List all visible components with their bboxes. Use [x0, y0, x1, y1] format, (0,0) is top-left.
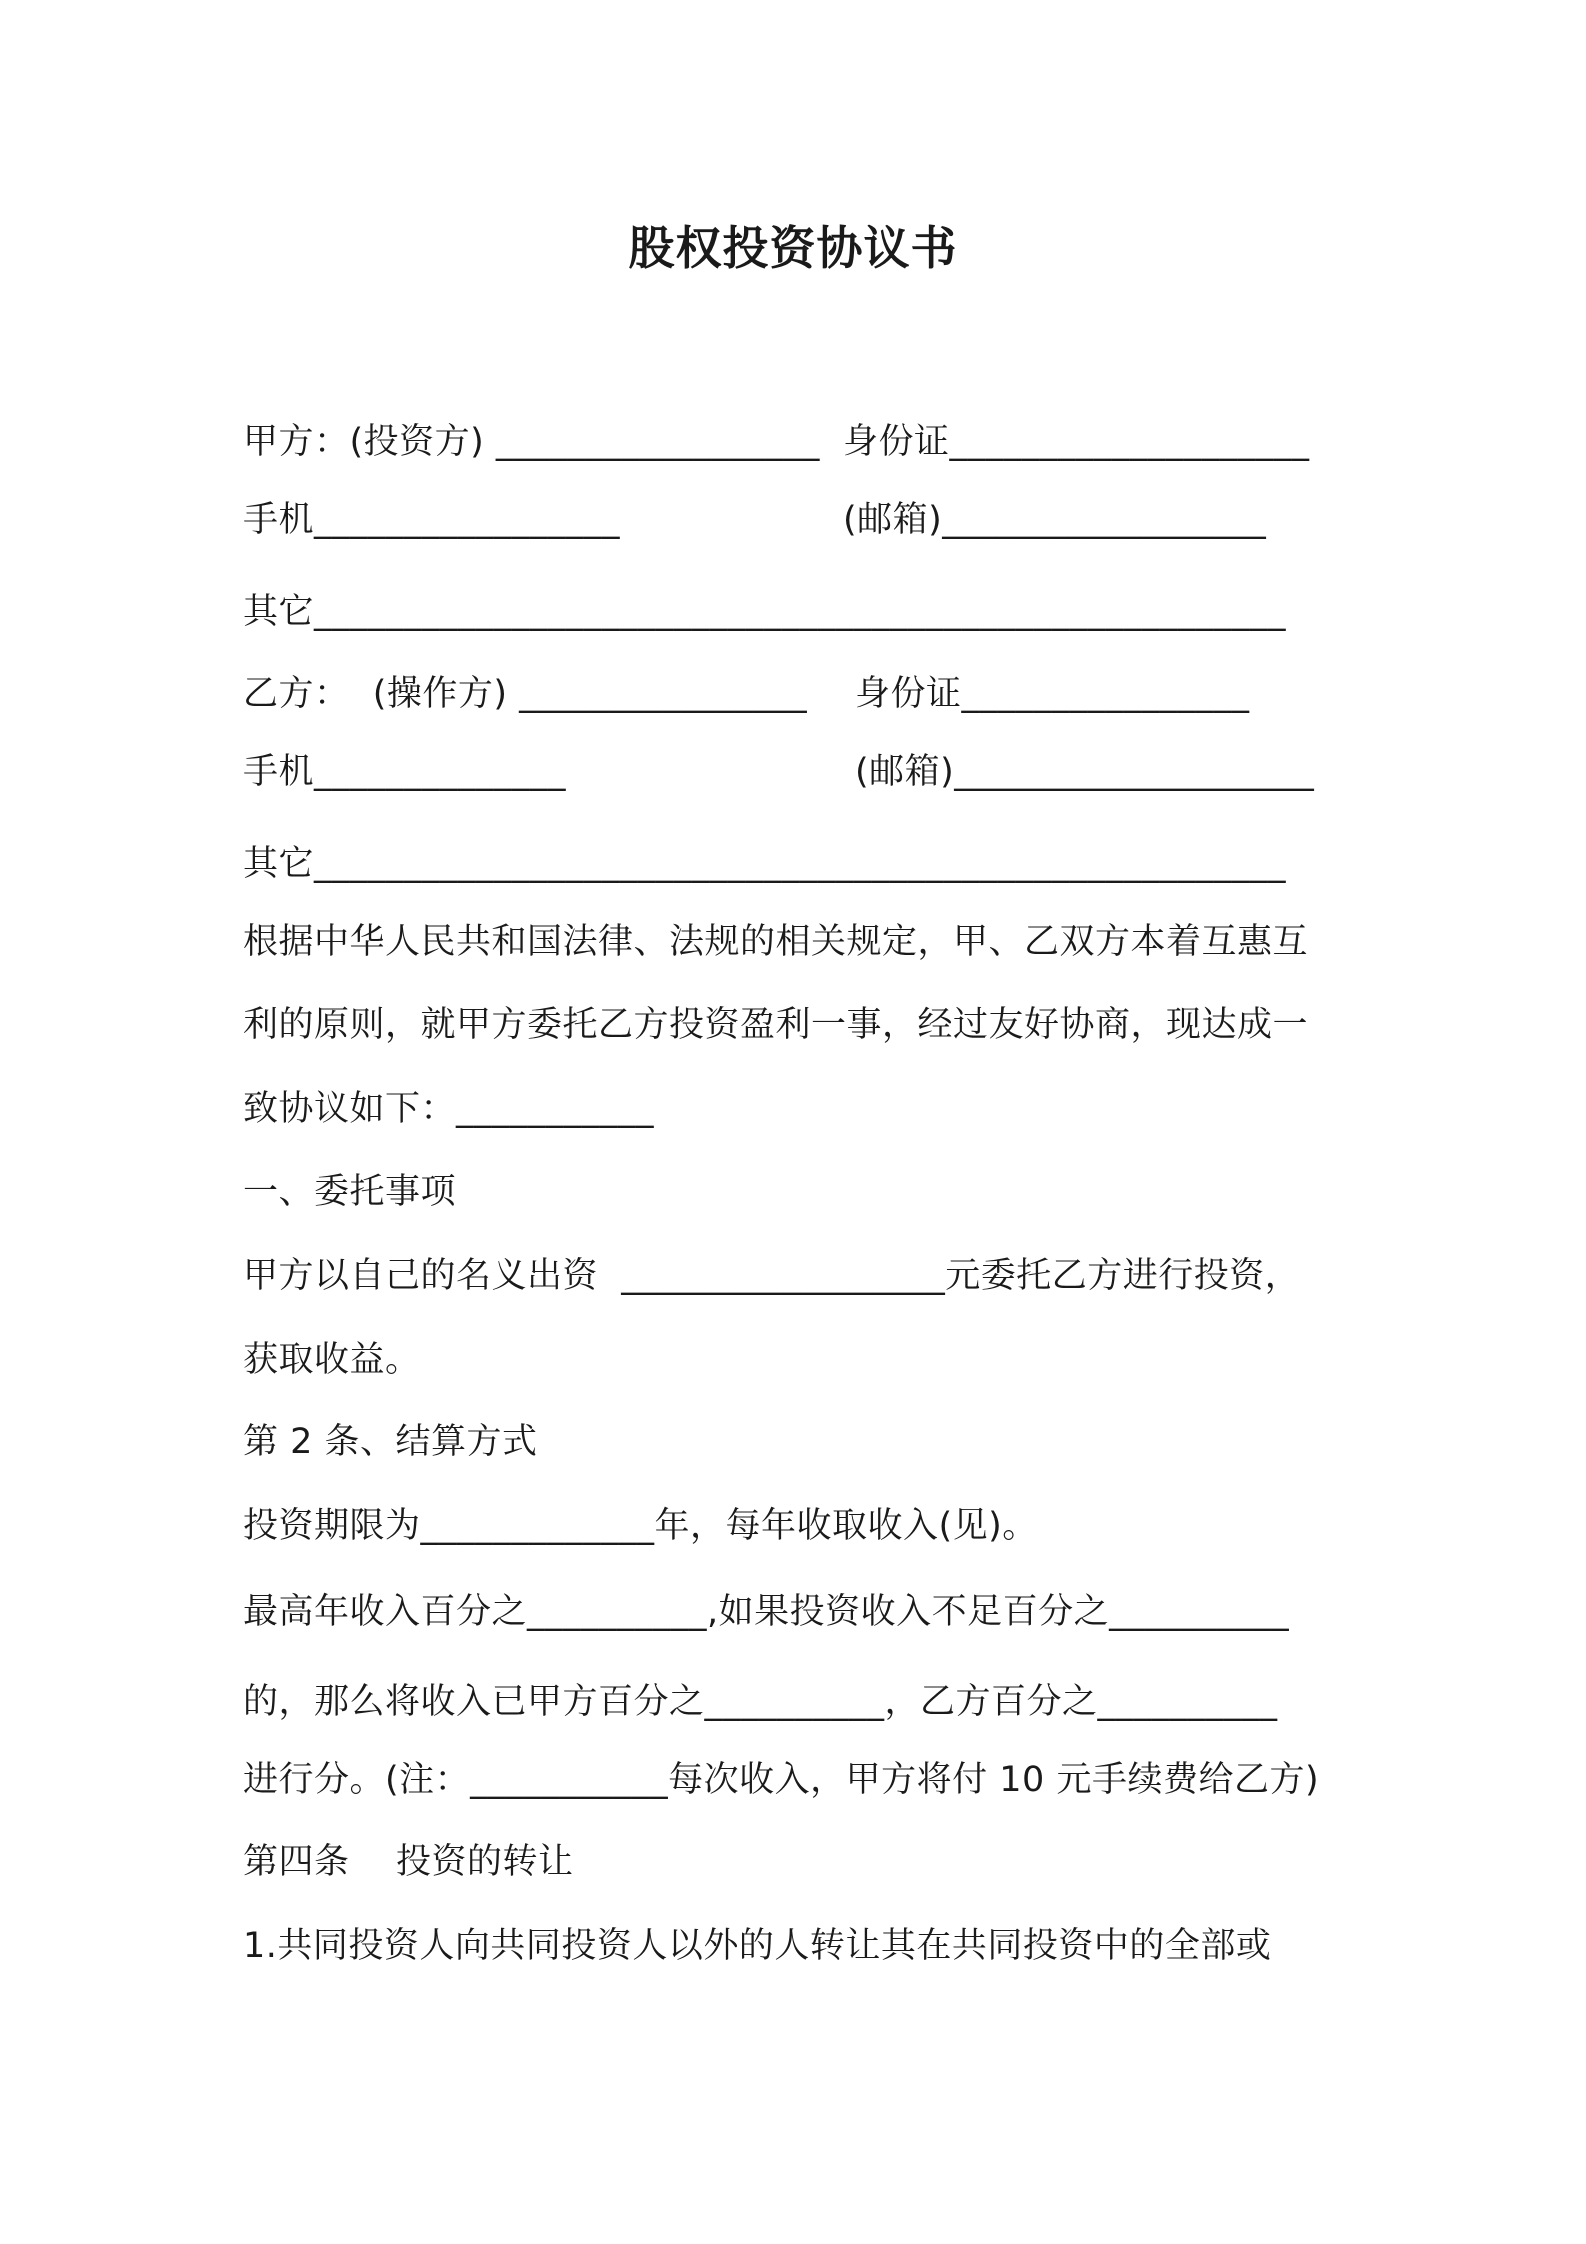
- preamble-line-2: 利的原则，就甲方委托乙方投资盈利一事，经过友好协商，现达成一: [243, 1005, 1309, 1045]
- party-a-id-line-left: 甲方：(投资方) __________________: [243, 422, 820, 462]
- party-a-id-card-field: 身份证____________________: [843, 422, 1310, 462]
- party-a-other-field: 其它______________________________________________________: [243, 592, 1287, 632]
- section-1-line-2: 获取收益。: [243, 1340, 421, 1380]
- section-4-line-1: 1.共同投资人向共同投资人以外的人转让其在共同投资中的全部或: [243, 1926, 1272, 1966]
- section-2-heading: 第 2 条、结算方式: [243, 1422, 538, 1462]
- party-b-email-field: (邮箱)____________________: [855, 752, 1315, 792]
- party-b-phone-field: 手机______________: [243, 752, 567, 792]
- section-2-line-3: 的，那么将收入已甲方百分之__________，乙方百分之__________: [243, 1682, 1278, 1722]
- section-2-line-4: 进行分。(注：___________每次收入，甲方将付 10 元手续费给乙方): [243, 1760, 1320, 1800]
- section-2-line-1: 投资期限为_____________年，每年收取收入(见)。: [243, 1506, 1038, 1546]
- section-4-heading: 第四条 投资的转让: [243, 1842, 574, 1882]
- preamble-line-3: 致协议如下：___________: [243, 1089, 655, 1129]
- section-1-line-1: 甲方以自己的名义出资 __________________元委托乙方进行投资，: [243, 1256, 1301, 1296]
- document-title: 股权投资协议书: [628, 221, 958, 275]
- party-b-id-line-left: 乙方： (操作方) ________________: [243, 674, 808, 714]
- party-a-email-field: (邮箱)__________________: [843, 500, 1267, 540]
- section-1-heading: 一、委托事项: [243, 1172, 457, 1212]
- party-b-id-card-field: 身份证________________: [855, 674, 1250, 714]
- party-b-other-field: 其它______________________________________________________: [243, 844, 1287, 884]
- section-2-line-2: 最高年收入百分之__________,如果投资收入不足百分之__________: [243, 1592, 1290, 1632]
- preamble-line-1: 根据中华人民共和国法律、法规的相关规定，甲、乙双方本着互惠互: [243, 922, 1309, 962]
- party-a-phone-field: 手机_________________: [243, 500, 621, 540]
